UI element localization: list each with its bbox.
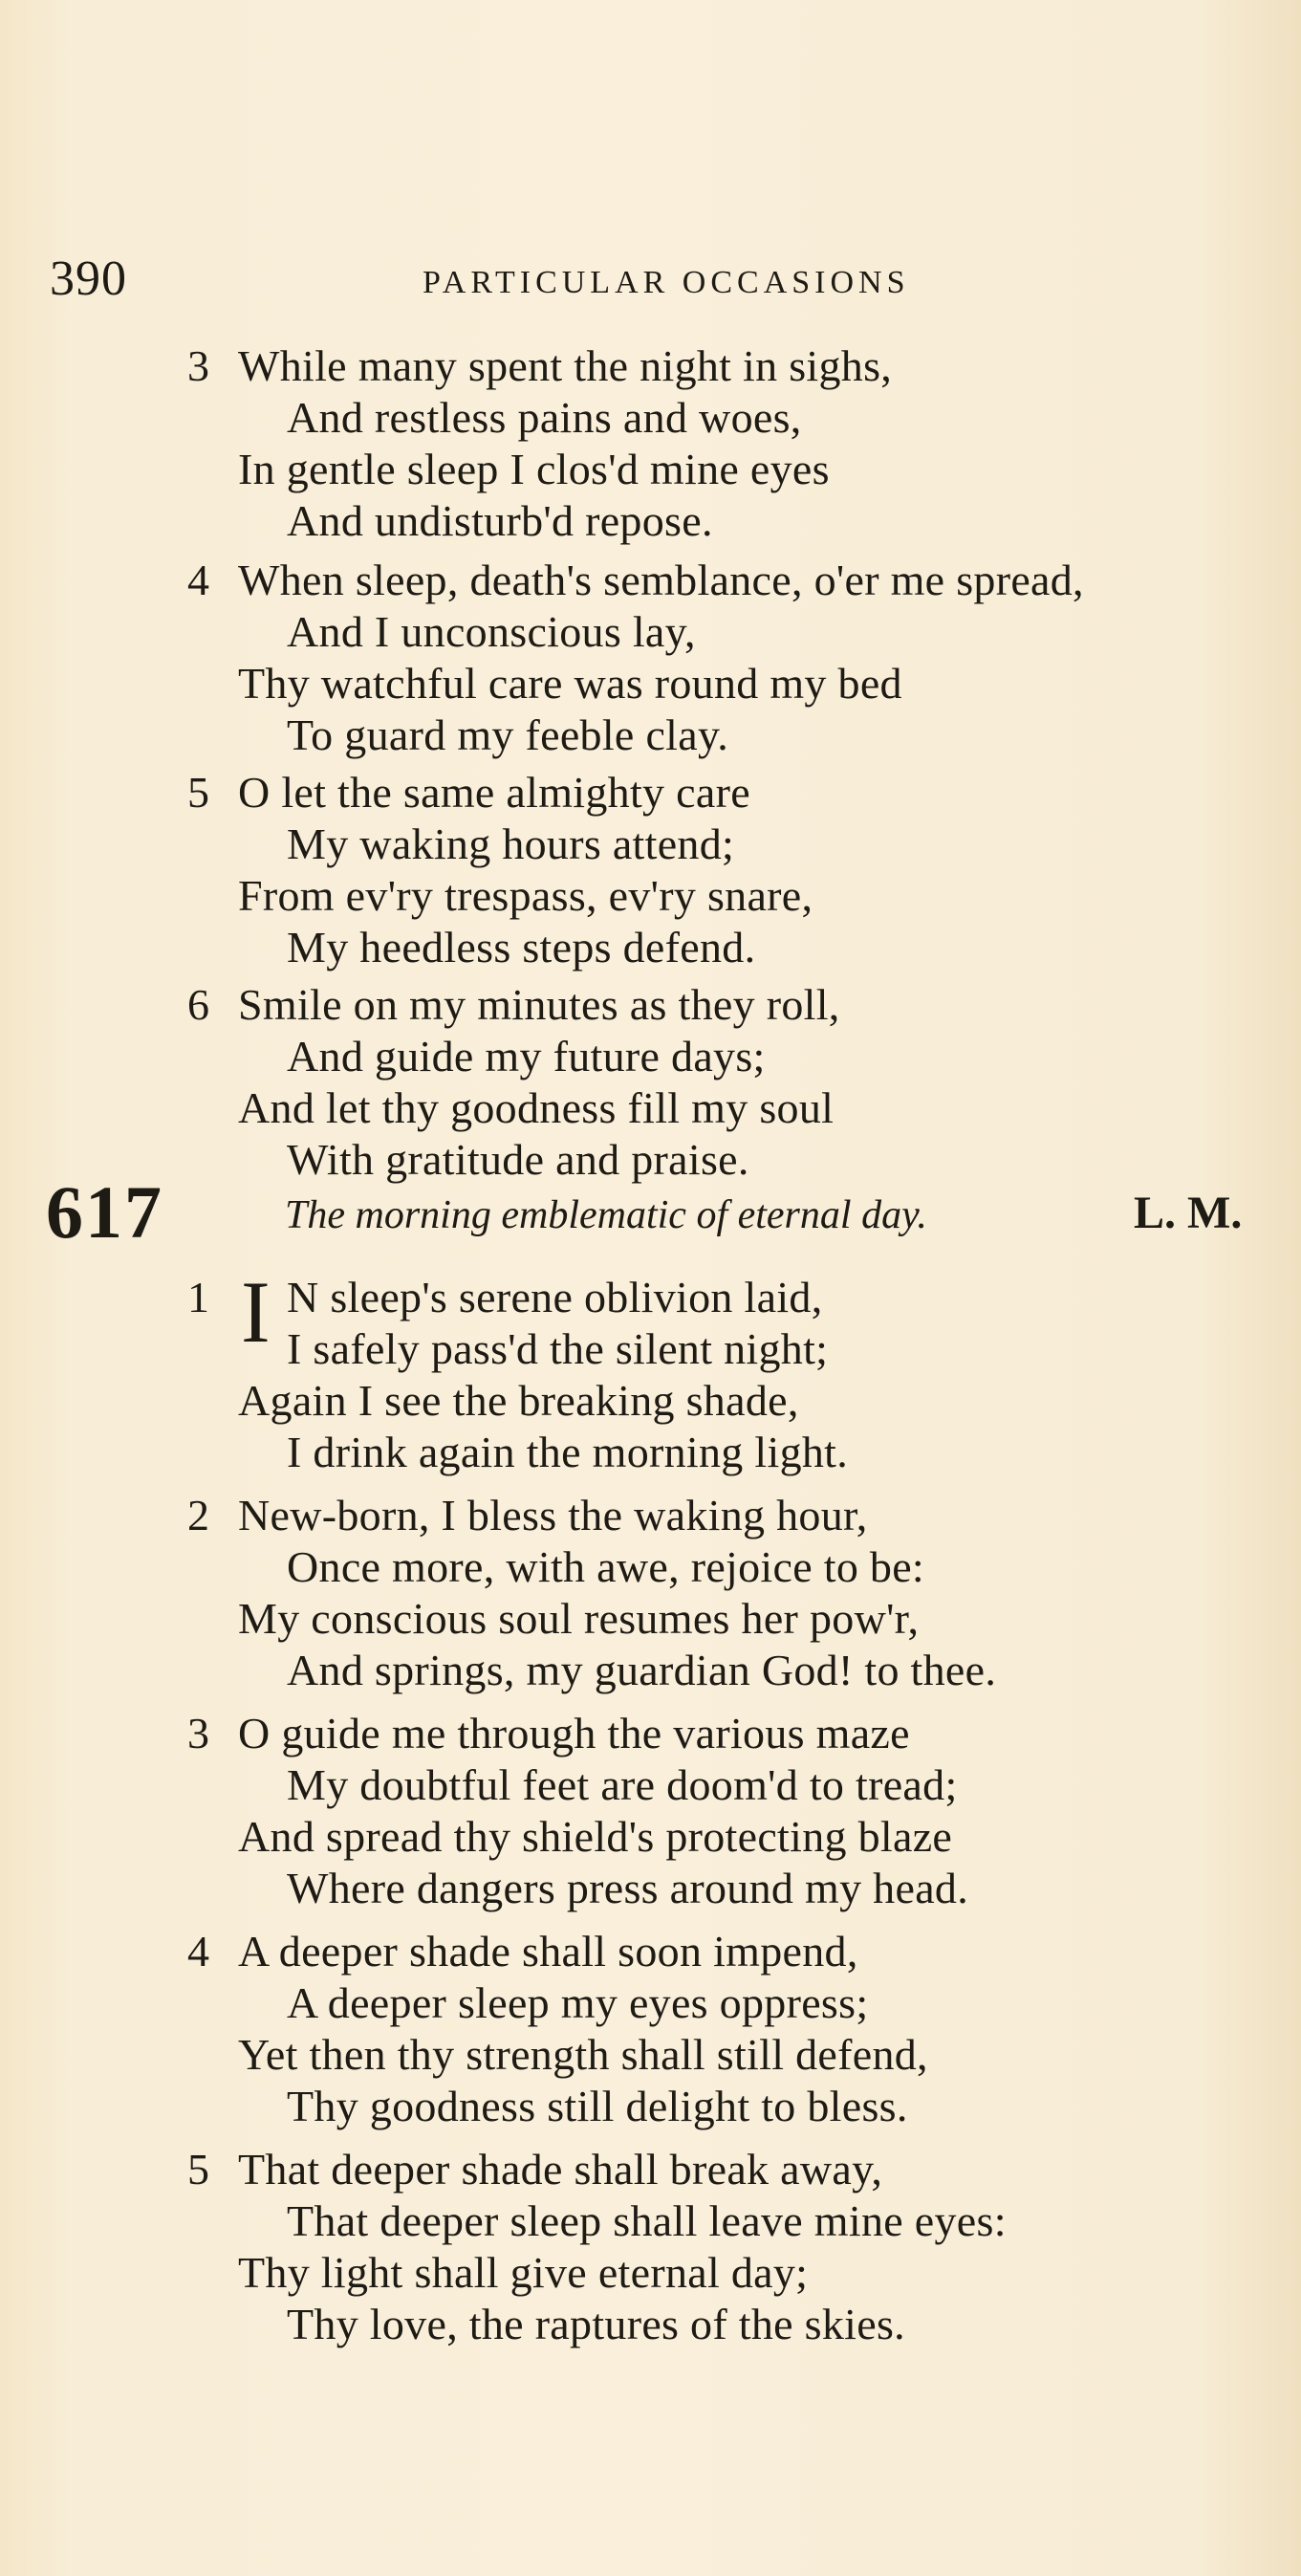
stanza-number: 1: [187, 1273, 209, 1321]
stanza-line: Once more, with awe, rejoice to be:: [287, 1542, 925, 1591]
stanza-line: And I unconscious lay,: [287, 607, 696, 656]
stanza-line: Again I see the breaking shade,: [238, 1376, 799, 1425]
stanza-line: Thy love, the raptures of the skies.: [287, 2300, 905, 2348]
stanza-line: New-born, I bless the waking hour,: [238, 1491, 868, 1539]
stanza-line: Smile on my minutes as they roll,: [238, 980, 840, 1029]
stanza-line: And undisturb'd repose.: [287, 496, 713, 545]
stanza-number: 5: [187, 768, 209, 817]
page-header: [38, 251, 1263, 317]
stanza-line: N sleep's serene oblivion laid,: [287, 1273, 823, 1321]
stanza-line: O guide me through the various maze: [238, 1709, 910, 1757]
stanza-number: 4: [187, 556, 209, 604]
stanza-number: 3: [187, 341, 209, 390]
hymn-heading: [0, 1170, 1301, 1255]
stanza-line: My conscious soul resumes her pow'r,: [238, 1594, 920, 1643]
hymn-title: The morning emblematic of eternal day.: [285, 1193, 927, 1237]
hymn-number: 617: [46, 1170, 163, 1254]
stanza-number: 2: [187, 1491, 209, 1539]
stanza-line: Thy goodness still delight to bless.: [287, 2082, 908, 2130]
stanza-line: With gratitude and praise.: [287, 1135, 749, 1184]
stanza-number: 5: [187, 2145, 209, 2194]
stanza-number: 4: [187, 1927, 209, 1976]
stanza-line: And guide my future days;: [287, 1032, 766, 1081]
stanza-line: Yet then thy strength shall still defend,: [238, 2030, 928, 2079]
stanza-line: That deeper sleep shall leave mine eyes:: [287, 2196, 1007, 2245]
stanza-line: In gentle sleep I clos'd mine eyes: [238, 445, 830, 493]
stanza-line: From ev'ry trespass, ev'ry snare,: [238, 871, 813, 920]
hymn-meter: L. M.: [1134, 1188, 1243, 1238]
stanza-line: Where dangers press around my head.: [287, 1864, 969, 1912]
page-number: 390: [50, 251, 127, 306]
stanza-line: While many spent the night in sighs,: [238, 341, 893, 390]
stanza-line: And spread thy shield's protecting blaze: [238, 1812, 953, 1861]
stanza-line: And let thy goodness fill my soul: [238, 1083, 835, 1132]
stanza-line: My waking hours attend;: [287, 819, 735, 868]
running-head: PARTICULAR OCCASIONS: [423, 265, 910, 300]
stanza-line: Thy watchful care was round my bed: [238, 659, 902, 708]
stanza-line: O let the same almighty care: [238, 768, 750, 817]
stanza-line: And restless pains and woes,: [287, 393, 802, 442]
stanza-line: A deeper sleep my eyes oppress;: [287, 1978, 869, 2027]
drop-cap: I: [241, 1263, 271, 1361]
stanza-line: Thy light shall give eternal day;: [238, 2248, 809, 2297]
stanza-line: My heedless steps defend.: [287, 923, 756, 971]
stanza-line: When sleep, death's semblance, o'er me spread,: [238, 556, 1084, 604]
stanza-line: And springs, my guardian God! to thee.: [287, 1646, 997, 1694]
stanza-number: 6: [187, 980, 209, 1029]
stanza-line: To guard my feeble clay.: [287, 710, 729, 759]
stanza-line: I safely pass'd the silent night;: [287, 1324, 829, 1373]
stanza-line: A deeper shade shall soon impend,: [238, 1927, 858, 1976]
stanza-line: My doubtful feet are doom'd to tread;: [287, 1760, 958, 1809]
stanza-number: 3: [187, 1709, 209, 1757]
stanza-line: I drink again the morning light.: [287, 1428, 849, 1476]
stanza-line: That deeper shade shall break away,: [238, 2145, 883, 2194]
